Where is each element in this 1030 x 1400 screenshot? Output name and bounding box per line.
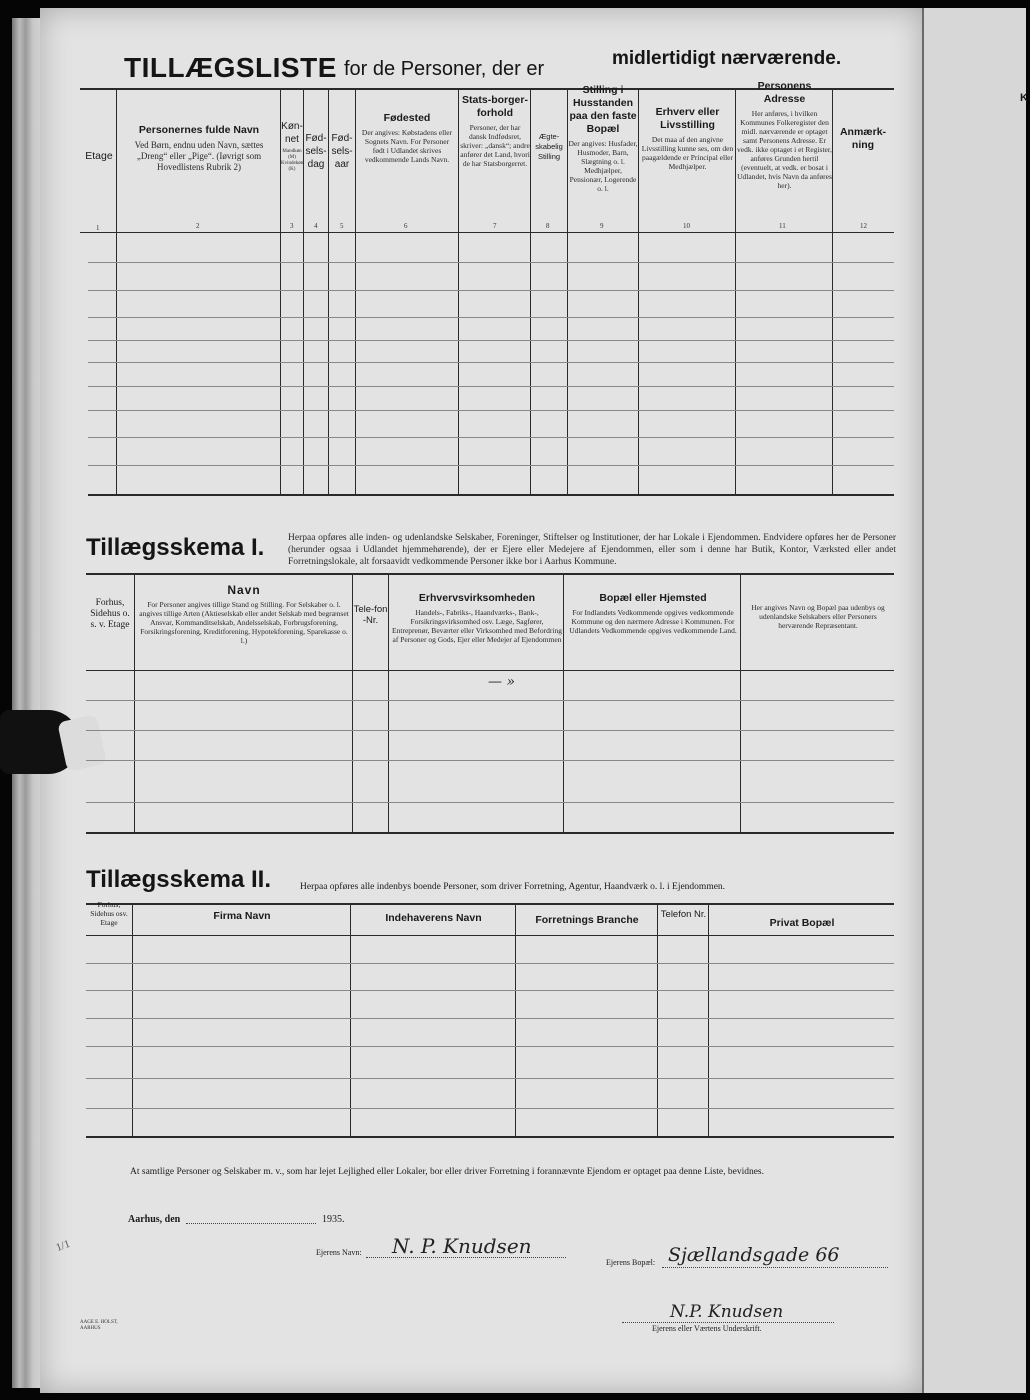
col-number: 11 [779,222,786,230]
declaration-text: At samtlige Personer og Selskaber m. v., som har lejet Lejlighed eller Lokaler, bor eller driver Forretning i forannævnte Ejendom er optaget paa denne Liste, bevidnes. [130,1167,764,1177]
col-birthplace-header: Fødested Der angives: Købstadens eller Sognets Navn. For Personer født i Udlandet skrives vedkommende Lands Navn. [361,112,453,164]
skema2-intro: Herpaa opføres alle indenbys boende Personer, som driver Forretning, Agentur, Haandværk o. l. i Ejendommen. [300,882,726,892]
form-title-emphasis: midlertidigt nærværende. [612,48,842,69]
col-household-header: Stilling i Husstanden paa den faste Bopæl Der angives: Husfader, Husmoder, Barn, Slægtning o. l. Medhjælper, Pensionær, Logerende o. l. [568,84,638,193]
skema2-col-owner-header: Indehaverens Navn [385,912,482,924]
skema2-col-branch-header: Forretnings Branche [535,914,639,926]
skema1-title: Tillægsskema I. [86,534,265,561]
col-number: 10 [683,222,690,230]
col-number: 9 [600,222,604,230]
col-number: 4 [314,222,318,230]
col-number: 7 [493,222,497,230]
margin-mark: 1/1 [54,1237,72,1255]
owner-address-label: Ejerens Bopæl: [606,1258,656,1267]
col-occupation-header: Erhverv eller Livsstilling Det maa af den angivne Livsstilling kunne ses, om den paagældende er Principal eller Medhjælper. [641,106,734,171]
skema1-col-representative-header: Her angives Navn og Bopæl paa udenbys og udenlandske Selskabers eller Personers herværende Repræsentant. [751,603,885,630]
col-remarks-header: Anmærk-ning [839,126,887,151]
col-marital-header: Ægte-skabelig Stilling [535,132,563,161]
col-birthyear-header: Fød-sels-aar [331,133,353,170]
owner-signature: N.P. Knudsen [670,1302,784,1322]
form-title-rest: for de Personer, der er [344,58,545,80]
owner-address-line [662,1267,888,1268]
col-number: 8 [546,222,550,230]
right-page-mark: K [1020,92,1028,104]
page-stack-edge [12,18,42,1388]
col-number: 5 [340,222,344,230]
skema1-col-name-header: Navn For Personer angives tillige Stand og Stilling. For Selskaber o. l. angives tillige Arten (Aktieselskab eller andet Selskab med begrænset Ansvar, Kommanditselskab, Andelsselskab, Forbrugsforening, Forsikringsforening, Kreditforening, Hypotekforening, Sparekasse o. l.) [139,583,349,645]
skema1-col-etage-header: Forhus, Sidehus o. s. v. Etage [90,598,130,630]
col-name-header: Personernes fulde Navn Ved Børn, endnu uden Navn, sættes „Dreng“ eller „Pige“. (Iøvrigt som Hovedlistens Rubrik 2) [134,124,264,172]
skema2-col-address-header: Privat Bopæl [769,917,835,929]
col-number: 1 [96,224,100,232]
col-number: 2 [196,222,200,230]
signature-label: Ejerens eller Værtens Underskrift. [652,1324,762,1333]
skema1-col-phone-header: Tele-fon-Nr. [353,604,388,626]
skema1-intro: Herpaa opføres alle inden- og udenlandske Selskaber, Foreninger, Stiftelser og Institutioner, der har Lokale i Ejendommen. Endvidere opføres her de Personer (herunder ogsaa i Udlandet hjemmehørende), der er Ejere eller Medejere af Ejendommen, eller som i denne har Butik, Kontor, Værksted eller andet Forretningslokale, alt forsaavidt vedkommende Personer ikke bor i Aarhus Kommune. [288,533,896,567]
date-line [186,1223,316,1224]
printer-mark: AAGE E. HOLST, AARHUS [80,1320,118,1331]
col-address-header: Personens Adresse Her anføres, i hvilken Kommunes Folkeregister den midl. nærværende er optaget samt Personens Adresse. Er vedk. ikke optaget i et Register, anføres Grunden hertil (eventuelt, at vedk. er bosat i Udlandet, hvis Navn da anføres her). [737,80,832,190]
owner-name-label: Ejerens Navn: [316,1248,362,1257]
col-number: 3 [290,222,294,230]
col-etage-header: Etage [85,150,113,162]
col-citizenship-header: Stats-borger-forhold Personer, der har dansk Indfødsret, skriver: „dansk“; andre anfører det Land, hvori de har Statsborgerret. [460,94,530,168]
signature-line [622,1322,834,1323]
skema2-col-phone-header: Telefon Nr. [660,909,707,920]
form-title-main: TILLÆGSLISTE [124,52,337,83]
owner-address: Sjællandsgade 66 [668,1244,840,1266]
skema2-title: Tillægsskema II. [86,866,271,893]
owner-name: N. P. Knudsen [392,1234,532,1258]
date-year: 1935. [322,1214,345,1225]
col-number: 12 [860,222,867,230]
skema1-col-residence-header: Bopæl eller Hjemsted For Indlandets Vedkommende opgives vedkommende Kommune og den nærmere Adresse i Kommunen. For Udlandets Vedkommende opgives vedkommende Land. [569,592,737,635]
date-place: Aarhus, den [128,1214,181,1225]
skema2-col-firm-header: Firma Navn [213,910,271,922]
skema2-col-etage-header: Forhus, Sidehus osv. Etage [90,900,128,927]
col-kon-header: Køn-net Mandkøn (M) Kvindekøn (K) [281,121,304,172]
col-number: 6 [404,222,408,230]
skema1-col-business-header: Erhvervsvirksomheden Handels-, Fabriks-, Haandværks-, Bank-, Forsikringsvirksomhed osv. Læge, Sagfører, Entreprenør, Beværter eller Virksomhed med Befordring af Personer og Gods, Ejer eller Medejer af Ejendommen [392,592,562,644]
adjacent-page [922,8,1026,1393]
skema1-handwritten-entry: — » [488,674,516,690]
col-birthday-header: Fød-sels-dag [305,133,327,170]
